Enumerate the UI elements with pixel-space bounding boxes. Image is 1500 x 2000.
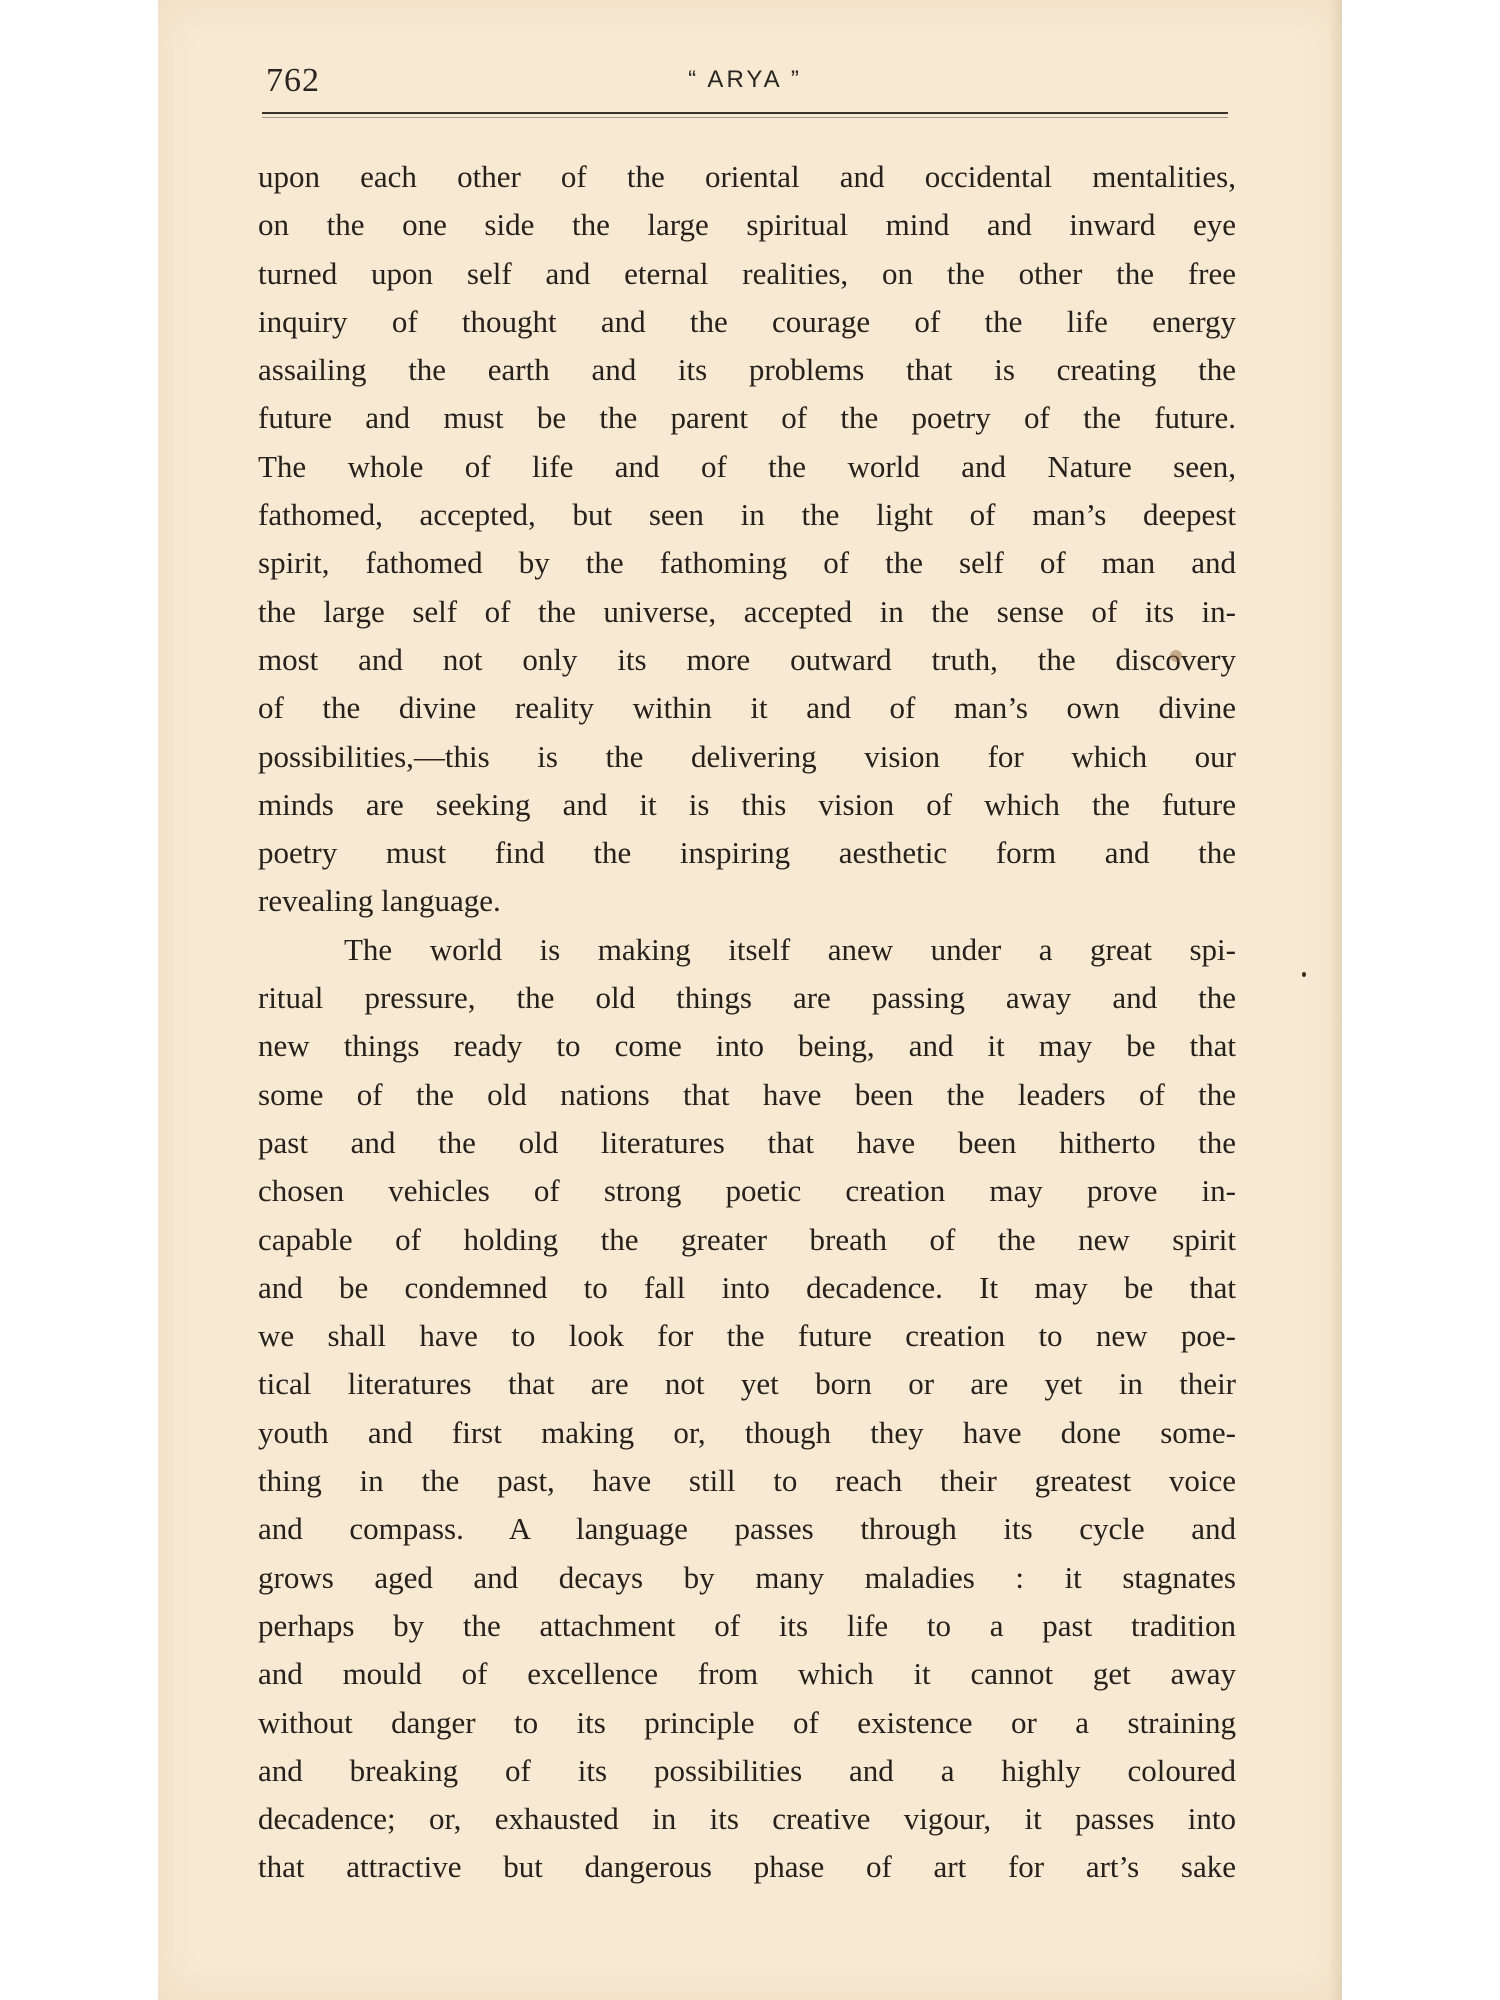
running-title: “ ARYA ” <box>688 66 802 93</box>
text-line: The whole of life and of the world and Nature seen, <box>258 448 1236 484</box>
text-line: youth and first making or, though they have done some- <box>258 1414 1236 1450</box>
text-line: fathomed, accepted, but seen in the light of man’s deepest <box>258 497 1236 533</box>
text-line: on the one side the large spiritual mind and inward eye <box>258 207 1236 243</box>
text-line: some of the old nations that have been the leaders of the <box>258 1076 1236 1112</box>
text-line: possibilities,—this is the delivering vision for which our <box>258 738 1236 774</box>
text-line: and compass. A language passes through its cycle and <box>258 1511 1236 1547</box>
text-line: chosen vehicles of strong poetic creation may prove in- <box>258 1173 1236 1209</box>
text-line: turned upon self and eternal realities, on the other the free <box>258 255 1236 291</box>
text-line: we shall have to look for the future creation to new poe- <box>258 1318 1236 1354</box>
text-line: upon each other of the oriental and occidental mentalities, <box>258 159 1236 194</box>
header-rule <box>262 112 1228 114</box>
text-line: grows aged and decays by many maladies : it stagnates <box>258 1559 1236 1595</box>
page-header <box>262 58 1228 118</box>
text-line: spirit, fathomed by the fathoming of the self of man and <box>258 545 1236 581</box>
text-line: past and the old literatures that have been hitherto the <box>258 1124 1236 1160</box>
text-line: minds are seeking and it is this vision of which the future <box>258 786 1236 822</box>
text-line: and mould of excellence from which it cannot get away <box>258 1656 1236 1692</box>
page-number: 762 <box>266 62 320 99</box>
text-line: inquiry of thought and the courage of the life energy <box>258 303 1236 339</box>
text-line: thing in the past, have still to reach their greatest voice <box>258 1463 1236 1499</box>
body-text <box>258 153 1236 1892</box>
text-line: without danger to its principle of existence or a straining <box>258 1704 1236 1740</box>
foxing-spot <box>1170 650 1182 662</box>
text-line: capable of holding the greater breath of the new spirit <box>258 1221 1236 1257</box>
text-line: ritual pressure, the old things are passing away and the <box>258 980 1236 1016</box>
text-line: the large self of the universe, accepted in the sense of its in- <box>258 593 1236 629</box>
text-line: most and not only its more outward truth, the discovery <box>258 641 1236 677</box>
text-line: that attractive but dangerous phase of art for art’s sake <box>258 1849 1236 1885</box>
text-line: perhaps by the attachment of its life to a past tradition <box>258 1607 1236 1643</box>
text-line: future and must be the parent of the poetry of the future. <box>258 400 1236 436</box>
text-line: The world is making itself anew under a great spi- <box>344 931 1236 967</box>
text-line: and breaking of its possibilities and a highly coloured <box>258 1752 1236 1788</box>
text-line: and be condemned to fall into decadence. It may be that <box>258 1269 1236 1305</box>
text-line: revealing language. <box>258 883 501 919</box>
header-rule-thin <box>262 117 1228 118</box>
ink-speck <box>1302 972 1306 977</box>
text-line: new things ready to come into being, and it may be that <box>258 1028 1236 1064</box>
text-line: tical literatures that are not yet born or are yet in their <box>258 1366 1236 1402</box>
text-line: poetry must find the inspiring aesthetic form and the <box>258 835 1236 871</box>
text-line: decadence; or, exhausted in its creative vigour, it passes into <box>258 1801 1236 1837</box>
text-line: assailing the earth and its problems that is creating the <box>258 352 1236 388</box>
text-line: of the divine reality within it and of man’s own divine <box>258 690 1236 726</box>
